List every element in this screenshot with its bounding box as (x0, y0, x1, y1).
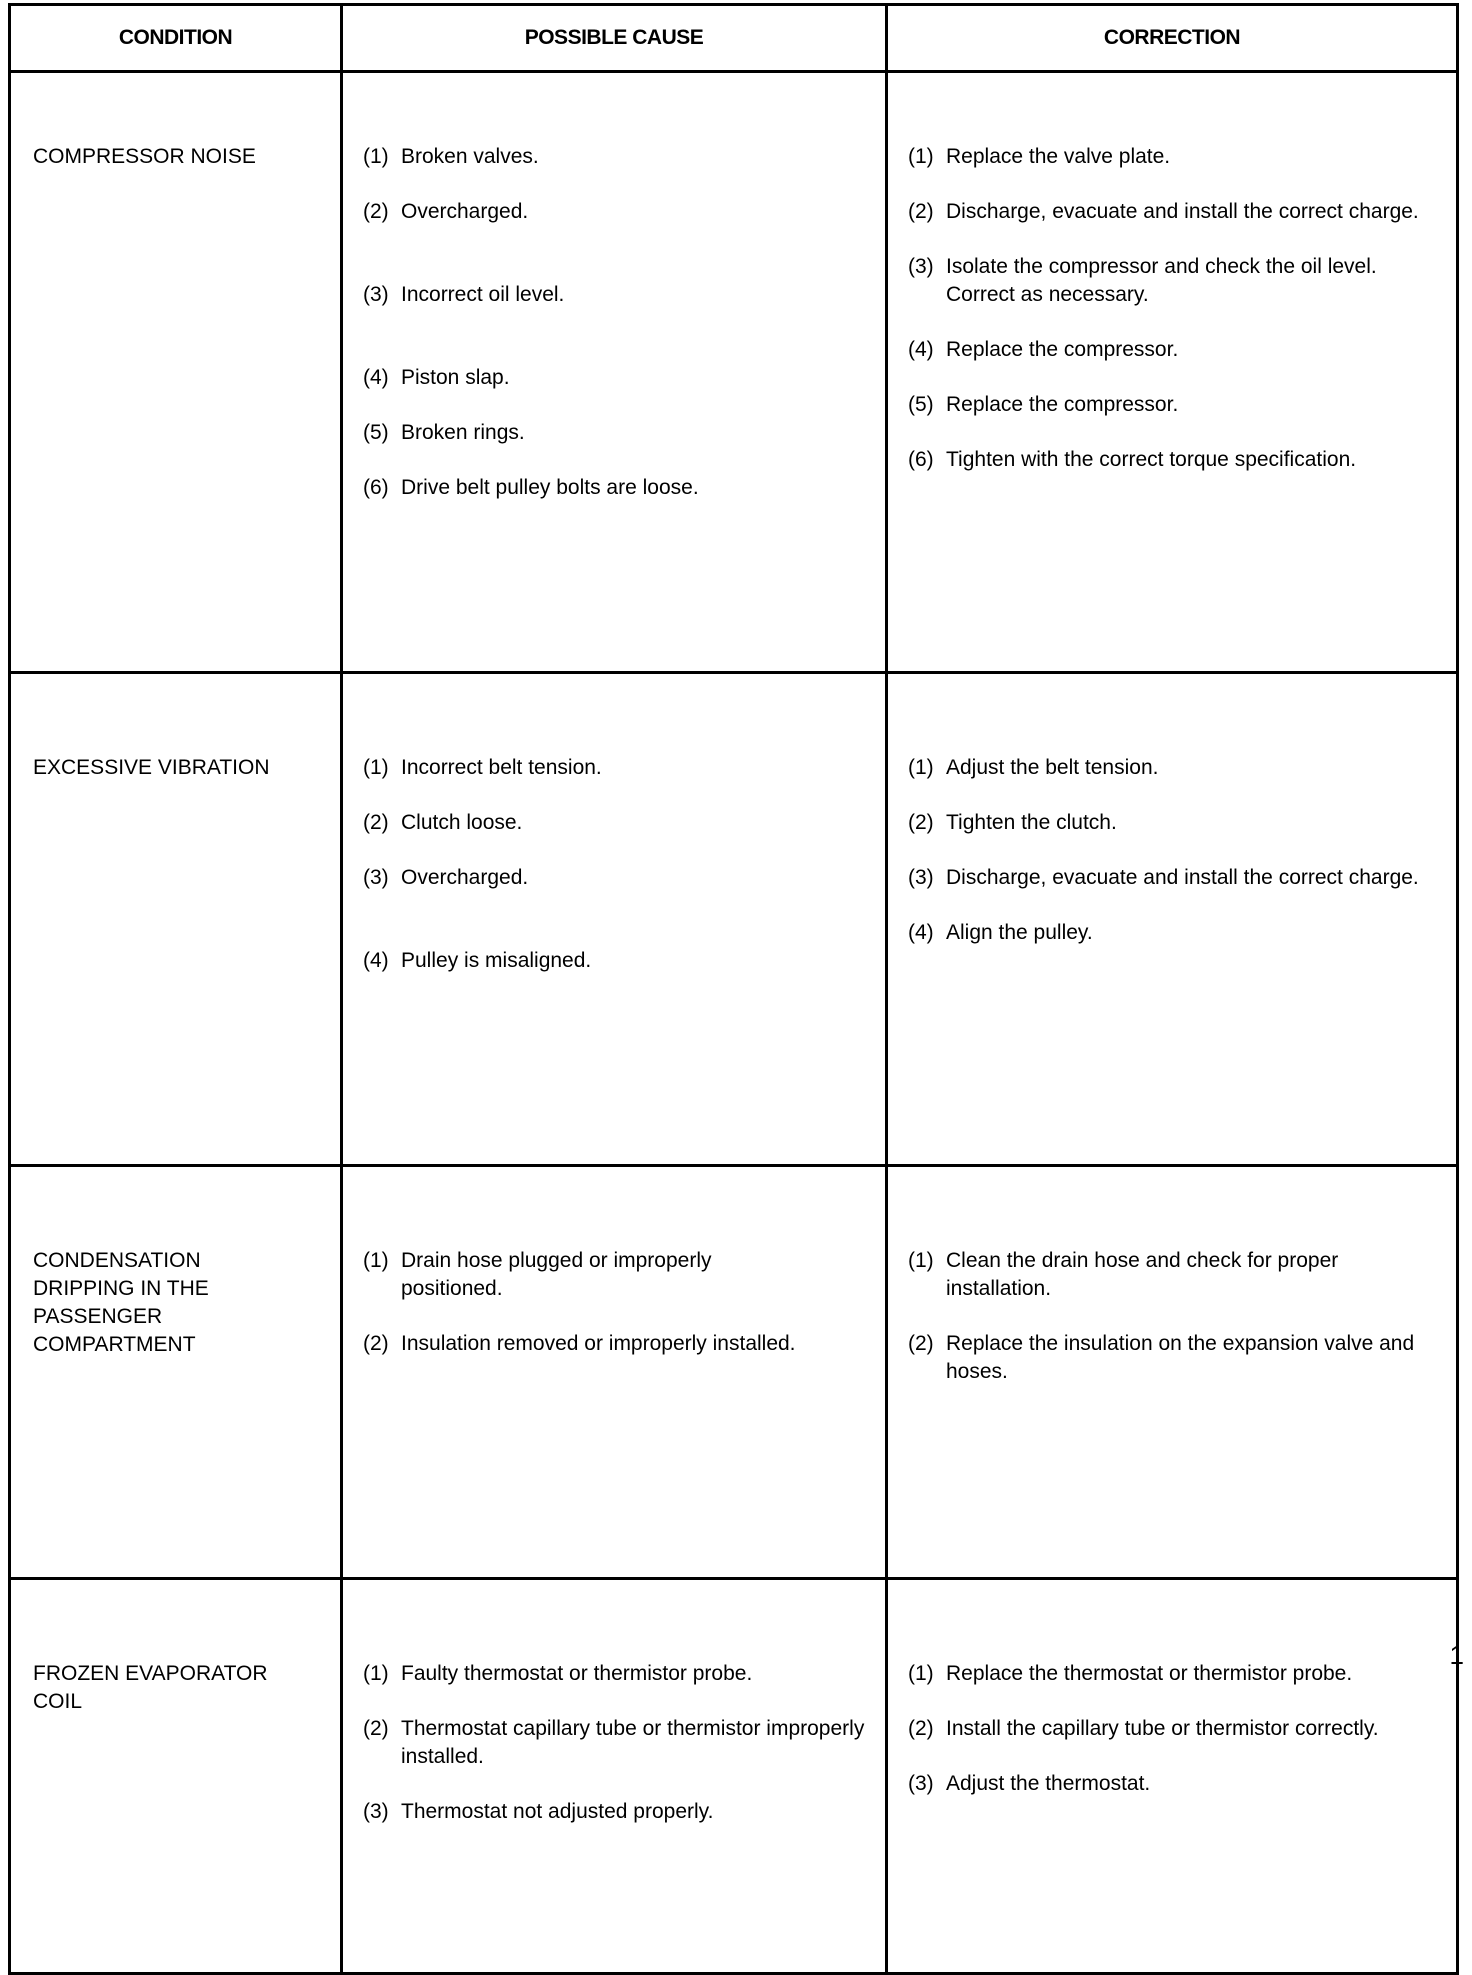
list-item (363, 864, 873, 892)
item-number: (1) (908, 1249, 934, 1272)
cause-cell (342, 1166, 887, 1579)
list-item (363, 1715, 873, 1771)
list-item (363, 474, 873, 502)
item-number: (2) (363, 1332, 389, 1355)
item-text: Install the capillary tube or thermistor correctly. (946, 1717, 1379, 1740)
list-item (363, 947, 873, 975)
item-number: (1) (363, 756, 389, 779)
table-row (10, 1579, 1458, 1974)
list-item (908, 446, 1444, 474)
item-text: Discharge, evacuate and install the correct charge. (946, 200, 1419, 223)
list-item (908, 864, 1444, 892)
correction-cell (887, 1166, 1458, 1579)
item-text: Align the pulley. (946, 921, 1093, 944)
cause-list (363, 754, 873, 975)
item-text: Incorrect belt tension. (401, 756, 602, 779)
diagnosis-table-container (8, 3, 1456, 1823)
header-possible-cause: POSSIBLE CAUSE (342, 5, 887, 72)
item-text: Piston slap. (401, 366, 510, 389)
item-number: (1) (908, 756, 934, 779)
item-number: (4) (363, 949, 389, 972)
list-item (908, 754, 1444, 782)
list-item (908, 1770, 1444, 1798)
item-number: (1) (363, 145, 389, 168)
item-text: Isolate the compressor and check the oil level. Correct as necessary. (946, 255, 1377, 306)
item-number: (3) (363, 283, 389, 306)
item-number: (2) (908, 811, 934, 834)
diagnosis-table (8, 3, 1459, 1975)
header-row (10, 5, 1458, 72)
item-text: Thermostat not adjusted properly. (401, 1800, 714, 1823)
item-text: Adjust the thermostat. (946, 1772, 1151, 1795)
item-number: (3) (363, 1800, 389, 1823)
item-text: Broken valves. (401, 145, 539, 168)
condition-cell: COMPRESSOR NOISE (10, 72, 342, 673)
cause-cell (342, 72, 887, 673)
cause-cell (342, 1579, 887, 1974)
condition-cell: EXCESSIVE VIBRATION (10, 673, 342, 1166)
correction-cell (887, 72, 1458, 673)
condition-cell: CONDENSATION DRIPPING IN THE PASSENGER COMPARTMENT (10, 1166, 342, 1579)
item-number: (4) (908, 338, 934, 361)
list-item (363, 1330, 873, 1358)
correction-cell (887, 673, 1458, 1166)
list-item (908, 253, 1444, 309)
item-number: (2) (363, 811, 389, 834)
table-row (10, 72, 1458, 673)
list-item (363, 809, 873, 837)
list-item (363, 143, 873, 171)
item-text: Broken rings. (401, 421, 525, 444)
item-text: Drain hose plugged or improperly positioned. (401, 1249, 712, 1300)
list-item (908, 143, 1444, 171)
item-text: Replace the valve plate. (946, 145, 1171, 168)
cause-list (363, 143, 873, 502)
item-text: Replace the insulation on the expansion valve and hoses. (946, 1332, 1415, 1383)
list-item (908, 809, 1444, 837)
item-number: (2) (908, 1332, 934, 1355)
item-number: (2) (908, 1717, 934, 1740)
item-number: (1) (363, 1249, 389, 1272)
item-number: (6) (908, 448, 934, 471)
header-correction: CORRECTION (887, 5, 1458, 72)
item-number: (1) (363, 1662, 389, 1685)
item-text: Discharge, evacuate and install the correct charge. (946, 866, 1419, 889)
item-text: Insulation removed or improperly installed. (401, 1332, 796, 1355)
list-item (908, 336, 1444, 364)
item-text: Replace the compressor. (946, 338, 1179, 361)
item-number: (3) (908, 1772, 934, 1795)
item-text: Faulty thermostat or thermistor probe. (401, 1662, 753, 1685)
item-text: Replace the thermostat or thermistor probe. (946, 1662, 1353, 1685)
item-text: Thermostat capillary tube or thermistor improperly installed. (401, 1717, 865, 1768)
table-row (10, 673, 1458, 1166)
item-text: Adjust the belt tension. (946, 756, 1159, 779)
list-item (363, 364, 873, 392)
item-number: (2) (363, 1717, 389, 1740)
page-number: 1 (1449, 1640, 1464, 1670)
list-item (363, 754, 873, 782)
list-item (908, 1660, 1444, 1688)
list-item (908, 1330, 1444, 1386)
item-text: Replace the compressor. (946, 393, 1179, 416)
item-number: (4) (908, 921, 934, 944)
list-item (363, 198, 873, 226)
item-number: (2) (363, 200, 389, 223)
list-item (363, 1660, 873, 1688)
item-text: Clean the drain hose and check for proper installation. (946, 1249, 1339, 1300)
item-text: Drive belt pulley bolts are loose. (401, 476, 699, 499)
cause-cell (342, 673, 887, 1166)
list-item (908, 198, 1444, 226)
item-text: Clutch loose. (401, 811, 523, 834)
item-text: Overcharged. (401, 866, 529, 889)
item-number: (5) (908, 393, 934, 416)
item-number: (2) (908, 200, 934, 223)
correction-list (908, 754, 1444, 947)
item-number: (3) (908, 255, 934, 278)
list-item (908, 1247, 1444, 1303)
item-number: (4) (363, 366, 389, 389)
item-text: Tighten the clutch. (946, 811, 1117, 834)
table-row (10, 1166, 1458, 1579)
item-number: (1) (908, 1662, 934, 1685)
item-text: Overcharged. (401, 200, 529, 223)
cause-list (363, 1660, 873, 1826)
correction-cell (887, 1579, 1458, 1974)
item-number: (6) (363, 476, 389, 499)
item-number: (3) (908, 866, 934, 889)
item-number: (5) (363, 421, 389, 444)
item-number: (3) (363, 866, 389, 889)
item-text: Pulley is misaligned. (401, 949, 592, 972)
list-item (908, 919, 1444, 947)
cause-list (363, 1247, 873, 1358)
item-text: Tighten with the correct torque specification. (946, 448, 1357, 471)
item-number: (1) (908, 145, 934, 168)
correction-list (908, 1660, 1444, 1798)
list-item (363, 419, 873, 447)
header-condition: CONDITION (10, 5, 342, 72)
correction-list (908, 143, 1444, 474)
list-item (908, 391, 1444, 419)
list-item (363, 1247, 873, 1303)
list-item (363, 1798, 873, 1826)
list-item (908, 1715, 1444, 1743)
item-text: Incorrect oil level. (401, 283, 565, 306)
condition-cell: FROZEN EVAPORATOR COIL (10, 1579, 342, 1974)
list-item (363, 281, 873, 309)
correction-list (908, 1247, 1444, 1386)
